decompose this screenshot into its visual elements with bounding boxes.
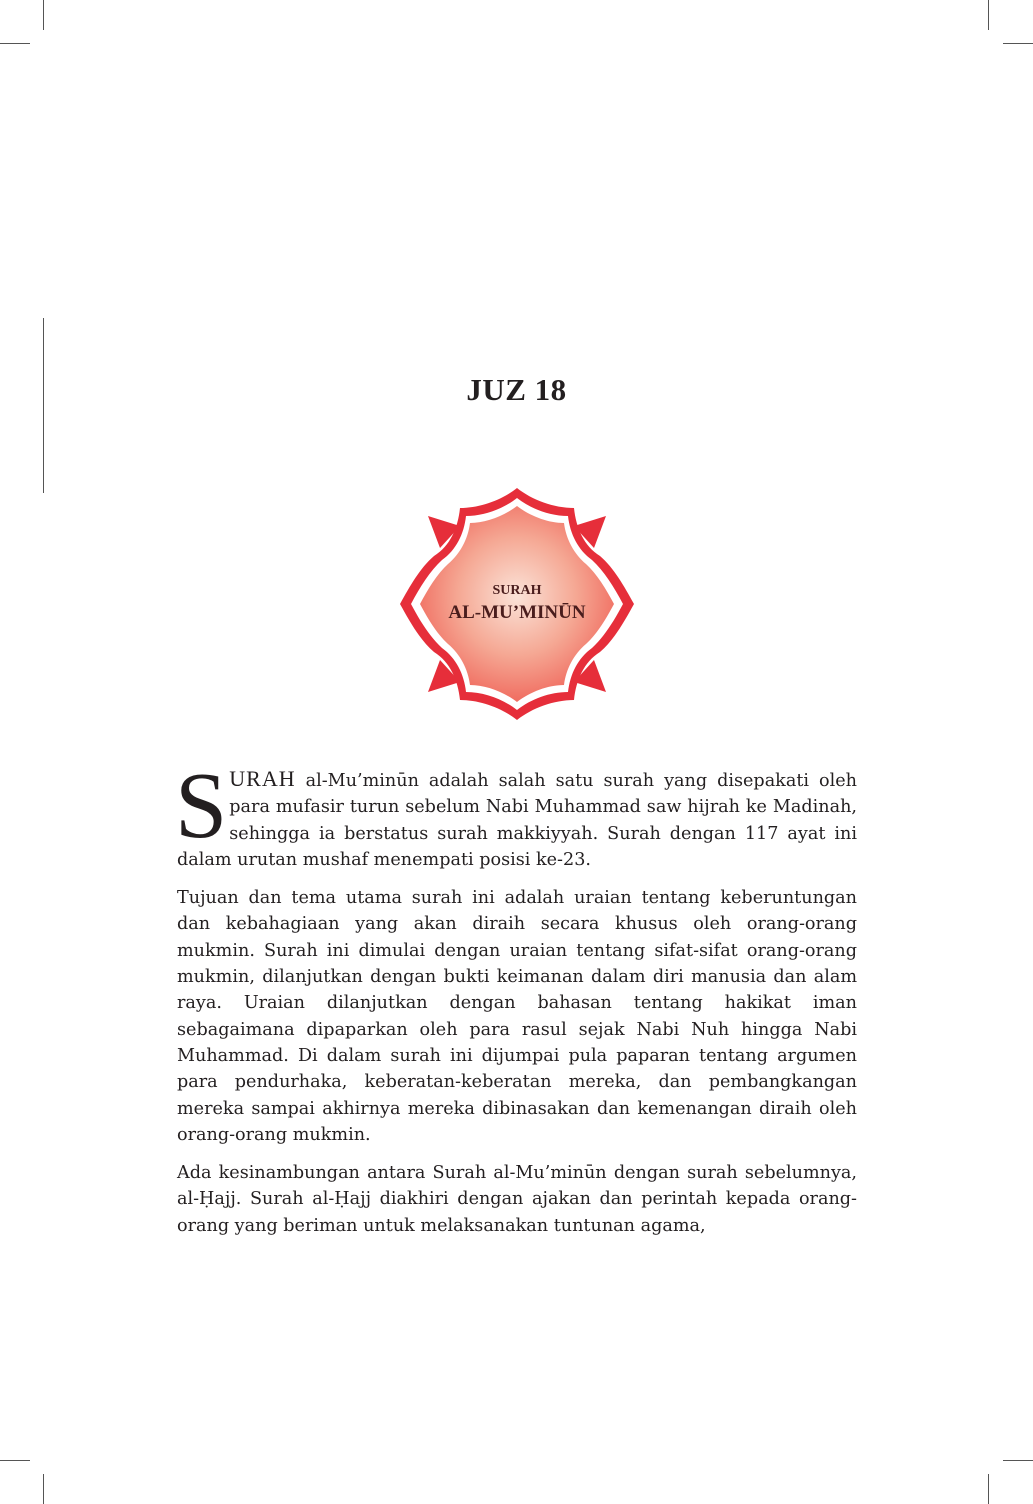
juz-title: JUZ 18: [466, 372, 567, 407]
crop-mark: [43, 0, 44, 30]
surah-emblem: [398, 486, 636, 722]
emblem-label-surah: SURAH: [492, 583, 542, 598]
drop-cap: S: [175, 754, 228, 858]
crop-mark: [988, 1474, 989, 1504]
crop-mark: [43, 1474, 44, 1504]
crop-mark: [0, 1460, 30, 1461]
crop-mark: [1003, 43, 1033, 44]
paragraph-continuity: Ada kesinambungan antara Surah al-Mu’minūn dengan surah sebelumnya, al-Ḥajj. Surah al-Ḥajj diakhiri dengan ajakan dan perintah kepada orang-orang yang beriman untuk melaksanakan tuntunan agama,: [177, 1163, 857, 1236]
paragraph-intro-text: al-Mu’minūn adalah salah satu surah yang disepakati oleh para mufasir turun sebelum Nabi Muhammad saw hijrah ke Madinah, sehingga ia berstatus surah makkiyyah. Surah dengan 117 ayat ini dalam urutan mushaf menempati posisi ke-23.: [177, 771, 857, 870]
crop-mark: [0, 43, 30, 44]
paragraph-intro: [175, 754, 857, 873]
crop-mark: [1003, 1460, 1033, 1461]
lead-word: URAH: [229, 766, 296, 791]
paragraph-theme: Tujuan dan tema utama surah ini adalah uraian tentang keberuntungan dan kebahagiaan yang akan diraih secara khusus oleh orang-orang mukmin. Surah ini dimulai dengan uraian tentang sifat-sifat orang-orang mukmin, dilanjutkan dengan bukti keimanan dalam diri manusia dan alam raya. Uraian dilanjutkan dengan bahasan tentang hakikat iman sebagaimana dipaparkan oleh para rasul sejak Nabi Nuh hingga Nabi Muhammad. Di dalam surah ini dijumpai pula paparan tentang argumen para pendurhaka, keberatan-keberatan mereka, dan pembangkangan mereka sampai akhirnya mereka dibinasakan dan kemenangan diraih oleh orang-orang mukmin.: [177, 888, 857, 1145]
crop-mark: [988, 0, 989, 30]
emblem-label-surah-name: AL-MU’MINŪN: [448, 602, 586, 623]
body-text: [175, 754, 857, 1251]
